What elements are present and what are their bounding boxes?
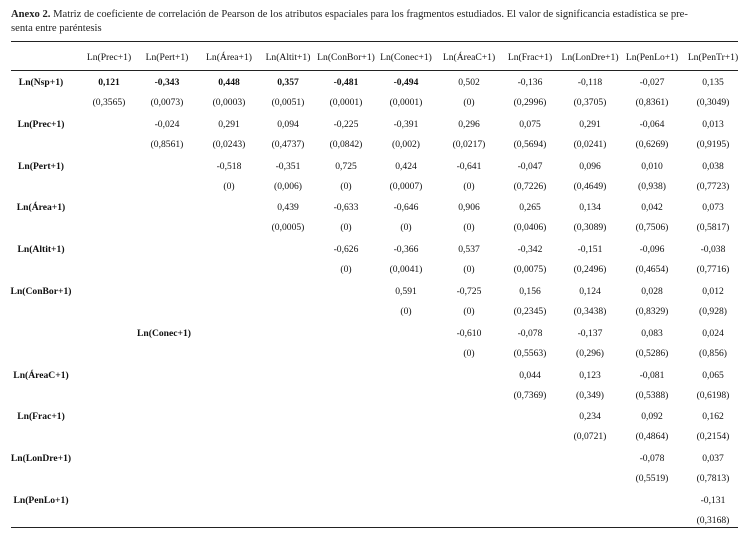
correlation-value: -0,351: [275, 160, 301, 172]
table-caption: [11, 8, 739, 36]
significance-value: (0,9195): [696, 138, 730, 150]
correlation-value: 0,591: [395, 286, 417, 297]
row-label: Ln(Prec+1): [17, 118, 65, 130]
correlation-value: -0,342: [517, 244, 543, 256]
top-rule: [11, 41, 738, 42]
significance-value: (0,7813): [696, 473, 730, 485]
correlation-value: -0,064: [639, 118, 665, 130]
correlation-value: 0,123: [579, 369, 601, 381]
row-label: Ln(PenLo+1): [13, 495, 69, 506]
significance-value: (0): [463, 347, 475, 359]
significance-value: (0,938): [638, 180, 666, 192]
significance-value: (0,6269): [635, 138, 669, 150]
correlation-value: 0,357: [277, 77, 299, 88]
column-header: Ln(Pert+1): [145, 52, 189, 63]
row-label: Ln(ConBor+1): [10, 286, 72, 297]
correlation-value: -0,366: [393, 244, 419, 256]
significance-value: (0): [463, 97, 475, 108]
correlation-value: -0,137: [577, 327, 603, 339]
significance-value: (0,0003): [212, 97, 246, 108]
correlation-value: -0,646: [393, 202, 419, 214]
correlation-value: 0,906: [458, 202, 480, 214]
correlation-value: -0,725: [456, 286, 482, 297]
correlation-value: 0,725: [335, 160, 357, 172]
significance-value: (0,0241): [573, 138, 607, 150]
significance-value: (0,2996): [513, 97, 547, 108]
significance-value: (0,0406): [513, 222, 547, 234]
significance-value: (0,2345): [513, 306, 547, 317]
correlation-value: -0,225: [333, 118, 359, 130]
significance-value: (0): [463, 222, 475, 234]
significance-value: (0,5817): [696, 222, 730, 234]
significance-value: (0,2154): [696, 431, 730, 443]
significance-value: (0,6198): [696, 389, 730, 401]
correlation-value: -0,626: [333, 244, 359, 256]
correlation-value: 0,092: [641, 411, 663, 423]
significance-value: (0,7716): [696, 264, 730, 276]
correlation-value: 0,037: [702, 453, 724, 465]
correlation-value: -0,118: [577, 77, 603, 88]
correlation-value: 0,044: [519, 369, 541, 381]
significance-value: (0,5519): [635, 473, 669, 485]
column-header: Ln(ÁreaC+1): [442, 52, 496, 63]
correlation-value: 0,010: [641, 160, 663, 172]
significance-value: (0,0075): [513, 264, 547, 276]
row-label: Ln(Frac+1): [17, 411, 65, 423]
caption-text-continued: senta entre paréntesis: [11, 23, 102, 34]
significance-value: (0,7226): [513, 180, 547, 192]
correlation-value: -0,038: [700, 244, 726, 256]
correlation-value: 0,291: [579, 118, 601, 130]
significance-value: (0,5563): [513, 347, 547, 359]
row-label: Ln(LonDre+1): [10, 453, 72, 465]
correlation-value: 0,124: [579, 286, 601, 297]
significance-value: (0,0842): [329, 138, 363, 150]
significance-value: (0,856): [699, 347, 727, 359]
significance-value: (0,8561): [150, 138, 184, 150]
significance-value: (0,8361): [635, 97, 669, 108]
correlation-value: -0,047: [517, 160, 543, 172]
correlation-value: 0,075: [519, 118, 541, 130]
significance-value: (0,7369): [513, 389, 547, 401]
correlation-value: 0,265: [519, 202, 541, 214]
row-label: Ln(Pert+1): [18, 160, 64, 172]
significance-value: (0,0001): [329, 97, 363, 108]
significance-value: (0,3089): [573, 222, 607, 234]
significance-value: (0): [340, 264, 352, 276]
correlation-value: 0,042: [641, 202, 663, 214]
significance-value: (0,8329): [635, 306, 669, 317]
correlation-value: 0,156: [519, 286, 541, 297]
correlation-value: -0,131: [700, 495, 726, 506]
correlation-value: 0,296: [458, 118, 480, 130]
correlation-value: -0,494: [393, 77, 419, 88]
significance-value: (0,0001): [389, 97, 423, 108]
correlation-value: 0,234: [579, 411, 601, 423]
correlation-value: -0,641: [456, 160, 482, 172]
significance-value: (0,0041): [389, 264, 423, 276]
significance-value: (0,0051): [271, 97, 305, 108]
significance-value: (0,4864): [635, 431, 669, 443]
correlation-value: 0,162: [702, 411, 724, 423]
significance-value: (0,0217): [452, 138, 486, 150]
correlation-value: -0,078: [639, 453, 665, 465]
significance-value: (0,3705): [573, 97, 607, 108]
caption-text: Matriz de coeficiente de correlación de Pearson de los atributos espaciales para los fragmentos estudiados. El valor de significancia estadística se pre-: [50, 9, 688, 20]
correlation-value: -0,343: [154, 77, 180, 88]
significance-value: (0,4737): [271, 138, 305, 150]
significance-value: (0,7723): [696, 180, 730, 192]
correlation-value: 0,424: [395, 160, 417, 172]
bottom-rule: [11, 527, 738, 528]
significance-value: (0): [463, 306, 475, 317]
significance-value: (0,0073): [150, 97, 184, 108]
correlation-value: -0,024: [154, 118, 180, 130]
correlation-value: 0,448: [218, 77, 240, 88]
significance-value: (0,2496): [573, 264, 607, 276]
significance-value: (0): [400, 306, 412, 317]
significance-value: (0): [223, 180, 235, 192]
significance-value: (0,0005): [271, 222, 305, 234]
correlation-value: 0,073: [702, 202, 724, 214]
significance-value: (0,0007): [389, 180, 423, 192]
significance-value: (0,006): [274, 180, 302, 192]
row-label: Ln(ÁreaC+1): [13, 369, 69, 381]
significance-value: (0): [340, 180, 352, 192]
column-header: Ln(LonDre+1): [561, 52, 619, 63]
correlation-value: -0,481: [333, 77, 359, 88]
significance-value: (0,3438): [573, 306, 607, 317]
correlation-value: -0,391: [393, 118, 419, 130]
significance-value: (0): [463, 264, 475, 276]
correlation-value: 0,502: [458, 77, 480, 88]
column-header: Ln(Prec+1): [86, 52, 132, 63]
correlation-value: 0,439: [277, 202, 299, 214]
significance-value: (0,3565): [92, 97, 126, 108]
correlation-value: -0,136: [517, 77, 543, 88]
correlation-value: 0,096: [579, 160, 601, 172]
correlation-value: 0,537: [458, 244, 480, 256]
row-label: Ln(Conec+1): [137, 327, 191, 339]
correlation-value: 0,028: [641, 286, 663, 297]
correlation-value: -0,096: [639, 244, 665, 256]
correlation-value: 0,094: [277, 118, 299, 130]
caption-label: Anexo 2.: [11, 9, 51, 20]
significance-value: (0,7506): [635, 222, 669, 234]
significance-value: (0,5286): [635, 347, 669, 359]
correlation-value: 0,038: [702, 160, 724, 172]
row-label: Ln(Área+1): [16, 202, 66, 214]
correlation-value: -0,081: [639, 369, 665, 381]
significance-value: (0): [340, 222, 352, 234]
significance-value: (0,002): [392, 138, 420, 150]
column-header: Ln(Altit+1): [265, 52, 311, 63]
significance-value: (0,4654): [635, 264, 669, 276]
significance-value: (0,5388): [635, 389, 669, 401]
correlation-value: -0,610: [456, 327, 482, 339]
significance-value: (0,5694): [513, 138, 547, 150]
correlation-value: 0,012: [702, 286, 724, 297]
correlation-value: -0,027: [639, 77, 665, 88]
correlation-value: 0,065: [702, 369, 724, 381]
significance-value: (0,928): [699, 306, 727, 317]
significance-value: (0,296): [576, 347, 604, 359]
correlation-value: 0,121: [98, 77, 120, 88]
significance-value: (0,0243): [212, 138, 246, 150]
correlation-value: -0,151: [577, 244, 603, 256]
column-header: Ln(Conec+1): [380, 52, 432, 63]
significance-value: (0,0721): [573, 431, 607, 443]
column-header: Ln(Área+1): [206, 52, 252, 63]
correlation-value: 0,291: [218, 118, 240, 130]
significance-value: (0): [463, 180, 475, 192]
column-header: Ln(ConBor+1): [317, 52, 375, 63]
correlation-value: -0,518: [216, 160, 242, 172]
significance-value: (0,3049): [696, 97, 730, 108]
correlation-value: -0,633: [333, 202, 359, 214]
significance-value: (0): [400, 222, 412, 234]
correlation-value: -0,078: [517, 327, 543, 339]
header-rule: [11, 70, 738, 71]
correlation-value: 0,134: [579, 202, 601, 214]
correlation-value: 0,083: [641, 327, 663, 339]
row-label: Ln(Nsp+1): [18, 77, 64, 88]
column-header: Ln(Frac+1): [507, 52, 553, 63]
correlation-value: 0,013: [702, 118, 724, 130]
correlation-value: 0,135: [702, 77, 724, 88]
column-header: Ln(PenLo+1): [625, 52, 679, 63]
significance-value: (0,4649): [573, 180, 607, 192]
correlation-value: 0,024: [702, 327, 724, 339]
significance-value: (0,349): [576, 389, 604, 401]
significance-value: (0,3168): [696, 515, 730, 526]
column-header: Ln(PenTr+1): [687, 52, 739, 63]
row-label: Ln(Altit+1): [17, 244, 65, 256]
